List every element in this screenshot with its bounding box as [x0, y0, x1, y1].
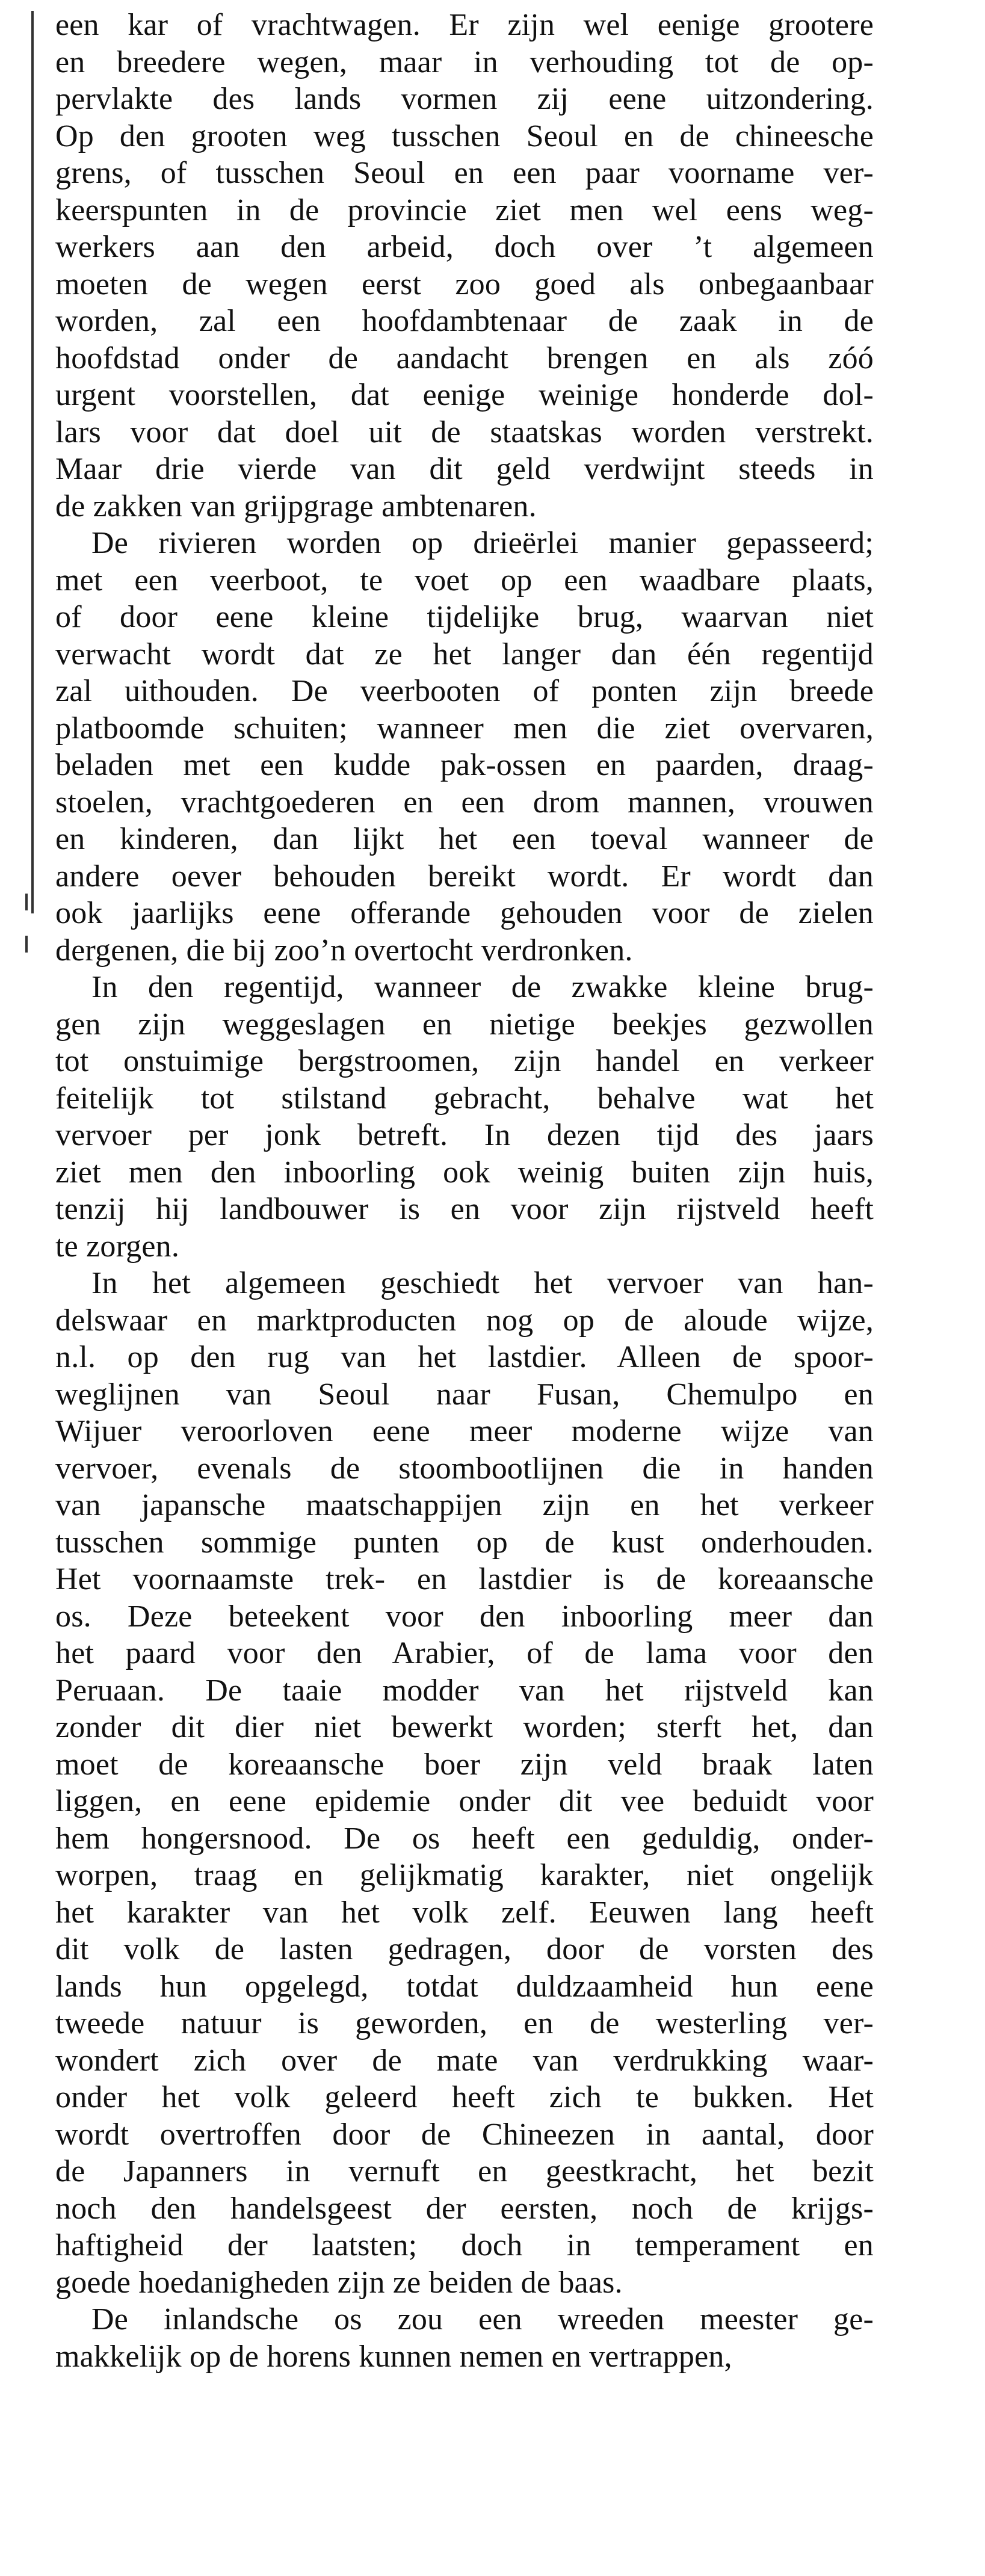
text-line: goede hoedanigheden zijn ze beiden de baas.: [55, 2265, 623, 2300]
text-line: beladen met een kudde pak-ossen en paarden, draag-: [55, 748, 874, 782]
text-line: te zorgen.: [55, 1229, 180, 1264]
text-line: De inlandsche os zou een wreeden meester ge-: [91, 2302, 874, 2337]
text-line: lars voor dat doel uit de staatskas worden verstrekt.: [55, 415, 874, 449]
text-line: de zakken van grijpgrage ambtenaren.: [55, 489, 537, 524]
text-line: met een veerboot, te voet op een waadbare plaats,: [55, 563, 874, 598]
text-line: worden, zal een hoofdambtenaar de zaak in de: [55, 304, 874, 338]
text-line: worpen, traag en gelijkmatig karakter, niet ongelijk: [55, 1858, 874, 1892]
text-line: werkers aan den arbeid, doch over ’t algemeen: [55, 230, 874, 264]
text-line: makkelijk op de horens kunnen nemen en vertrappen,: [55, 2339, 732, 2374]
text-line: platboomde schuiten; wanneer men die ziet overvaren,: [55, 711, 874, 746]
text-line: vervoer, evenals de stoombootlijnen die in handen: [55, 1451, 874, 1486]
text-line: moeten de wegen eerst zoo goed als onbegaanbaar: [55, 267, 874, 301]
margin-tick-1: [25, 894, 28, 910]
text-line: urgent voorstellen, dat eenige weinige honderde dol-: [55, 378, 874, 412]
text-line: een kar of vrachtwagen. Er zijn wel eenige grootere: [55, 8, 874, 42]
text-line: stoelen, vrachtgoederen en een drom mannen, vrouwen: [55, 785, 874, 820]
text-line: In den regentijd, wanneer de zwakke kleine brug-: [91, 970, 874, 1004]
text-line: vervoer per jonk betreft. In dezen tijd des jaars: [55, 1118, 874, 1152]
text-line: tot onstuimige bergstroomen, zijn handel en verkeer: [55, 1044, 874, 1078]
text-line: feitelijk tot stilstand gebracht, behalve wat het: [55, 1081, 874, 1116]
text-line: en breedere wegen, maar in verhouding tot de op-: [55, 45, 874, 79]
text-line: dergenen, die bij zoo’n overtocht verdronken.: [55, 933, 633, 968]
text-line: Maar drie vierde van dit geld verdwijnt steeds in: [55, 452, 874, 486]
text-line: n.l. op den rug van het lastdier. Alleen de spoor-: [55, 1340, 874, 1374]
text-line: Wijuer veroorloven eene meer moderne wijze van: [55, 1414, 874, 1448]
text-line: Op den grooten weg tusschen Seoul en de chineesche: [55, 119, 874, 153]
text-line: het paard voor den Arabier, of de lama voor den: [55, 1636, 874, 1670]
text-line: het karakter van het volk zelf. Eeuwen lang heeft: [55, 1895, 874, 1930]
text-line: andere oever behouden bereikt wordt. Er wordt dan: [55, 859, 874, 894]
text-line: tweede natuur is geworden, en de westerling ver-: [55, 2006, 874, 2040]
text-line: onder het volk geleerd heeft zich te bukken. Het: [55, 2080, 874, 2114]
text-line: of door eene kleine tijdelijke brug, waarvan niet: [55, 600, 874, 634]
margin-rule-top: [31, 11, 34, 913]
text-line: van japansche maatschappijen zijn en het verkeer: [55, 1488, 874, 1522]
text-line: hem hongersnood. De os heeft een geduldig, onder-: [55, 1821, 874, 1856]
text-line: Peruaan. De taaie modder van het rijstveld kan: [55, 1673, 874, 1708]
text-line: zonder dit dier niet bewerkt worden; sterft het, dan: [55, 1710, 874, 1744]
text-line: delswaar en marktproducten nog op de aloude wijze,: [55, 1303, 874, 1338]
text-line: zal uithouden. De veerbooten of ponten zijn breede: [55, 674, 874, 708]
text-line: grens, of tusschen Seoul en een paar voorname ver-: [55, 156, 874, 190]
text-line: In het algemeen geschiedt het vervoer van han-: [91, 1266, 874, 1300]
text-line: Het voornaamste trek- en lastdier is de koreaansche: [55, 1562, 874, 1596]
text-line: en kinderen, dan lijkt het een toeval wanneer de: [55, 822, 874, 856]
text-line: wordt overtroffen door de Chineezen in aantal, door: [55, 2117, 874, 2152]
text-line: moet de koreaansche boer zijn veld braak laten: [55, 1747, 874, 1782]
text-line: ook jaarlijks eene offerande gehouden voor de zielen: [55, 896, 874, 930]
text-line: hoofdstad onder de aandacht brengen en als zóó: [55, 341, 874, 375]
text-line: gen zijn weggeslagen en nietige beekjes gezwollen: [55, 1007, 874, 1042]
text-line: dit volk de lasten gedragen, door de vorsten des: [55, 1932, 874, 1966]
text-line: tenzij hij landbouwer is en voor zijn rijstveld heeft: [55, 1192, 874, 1226]
text-line: os. Deze beteekent voor den inboorling meer dan: [55, 1599, 874, 1634]
margin-tick-2: [25, 936, 28, 953]
text-line: haftigheid der laatsten; doch in temperament en: [55, 2228, 874, 2262]
text-line: wondert zich over de mate van verdrukking waar-: [55, 2043, 874, 2078]
text-line: verwacht wordt dat ze het langer dan één regentijd: [55, 637, 874, 672]
text-line: liggen, en eene epidemie onder dit vee beduidt voor: [55, 1784, 874, 1818]
text-line: de Japanners in vernuft en geestkracht, het bezit: [55, 2154, 874, 2188]
text-line: tusschen sommige punten op de kust onderhouden.: [55, 1525, 874, 1560]
text-line: pervlakte des lands vormen zij eene uitzondering.: [55, 82, 874, 116]
text-line: ziet men den inboorling ook weinig buiten zijn huis,: [55, 1155, 874, 1190]
text-line: keerspunten in de provincie ziet men wel eens weg-: [55, 193, 874, 227]
text-line: weglijnen van Seoul naar Fusan, Chemulpo en: [55, 1377, 874, 1412]
text-line: lands hun opgelegd, totdat duldzaamheid hun eene: [55, 1969, 874, 2004]
text-line: noch den handelsgeest der eersten, noch de krijgs-: [55, 2191, 874, 2226]
text-line: De rivieren worden op drieërlei manier gepasseerd;: [91, 526, 874, 560]
